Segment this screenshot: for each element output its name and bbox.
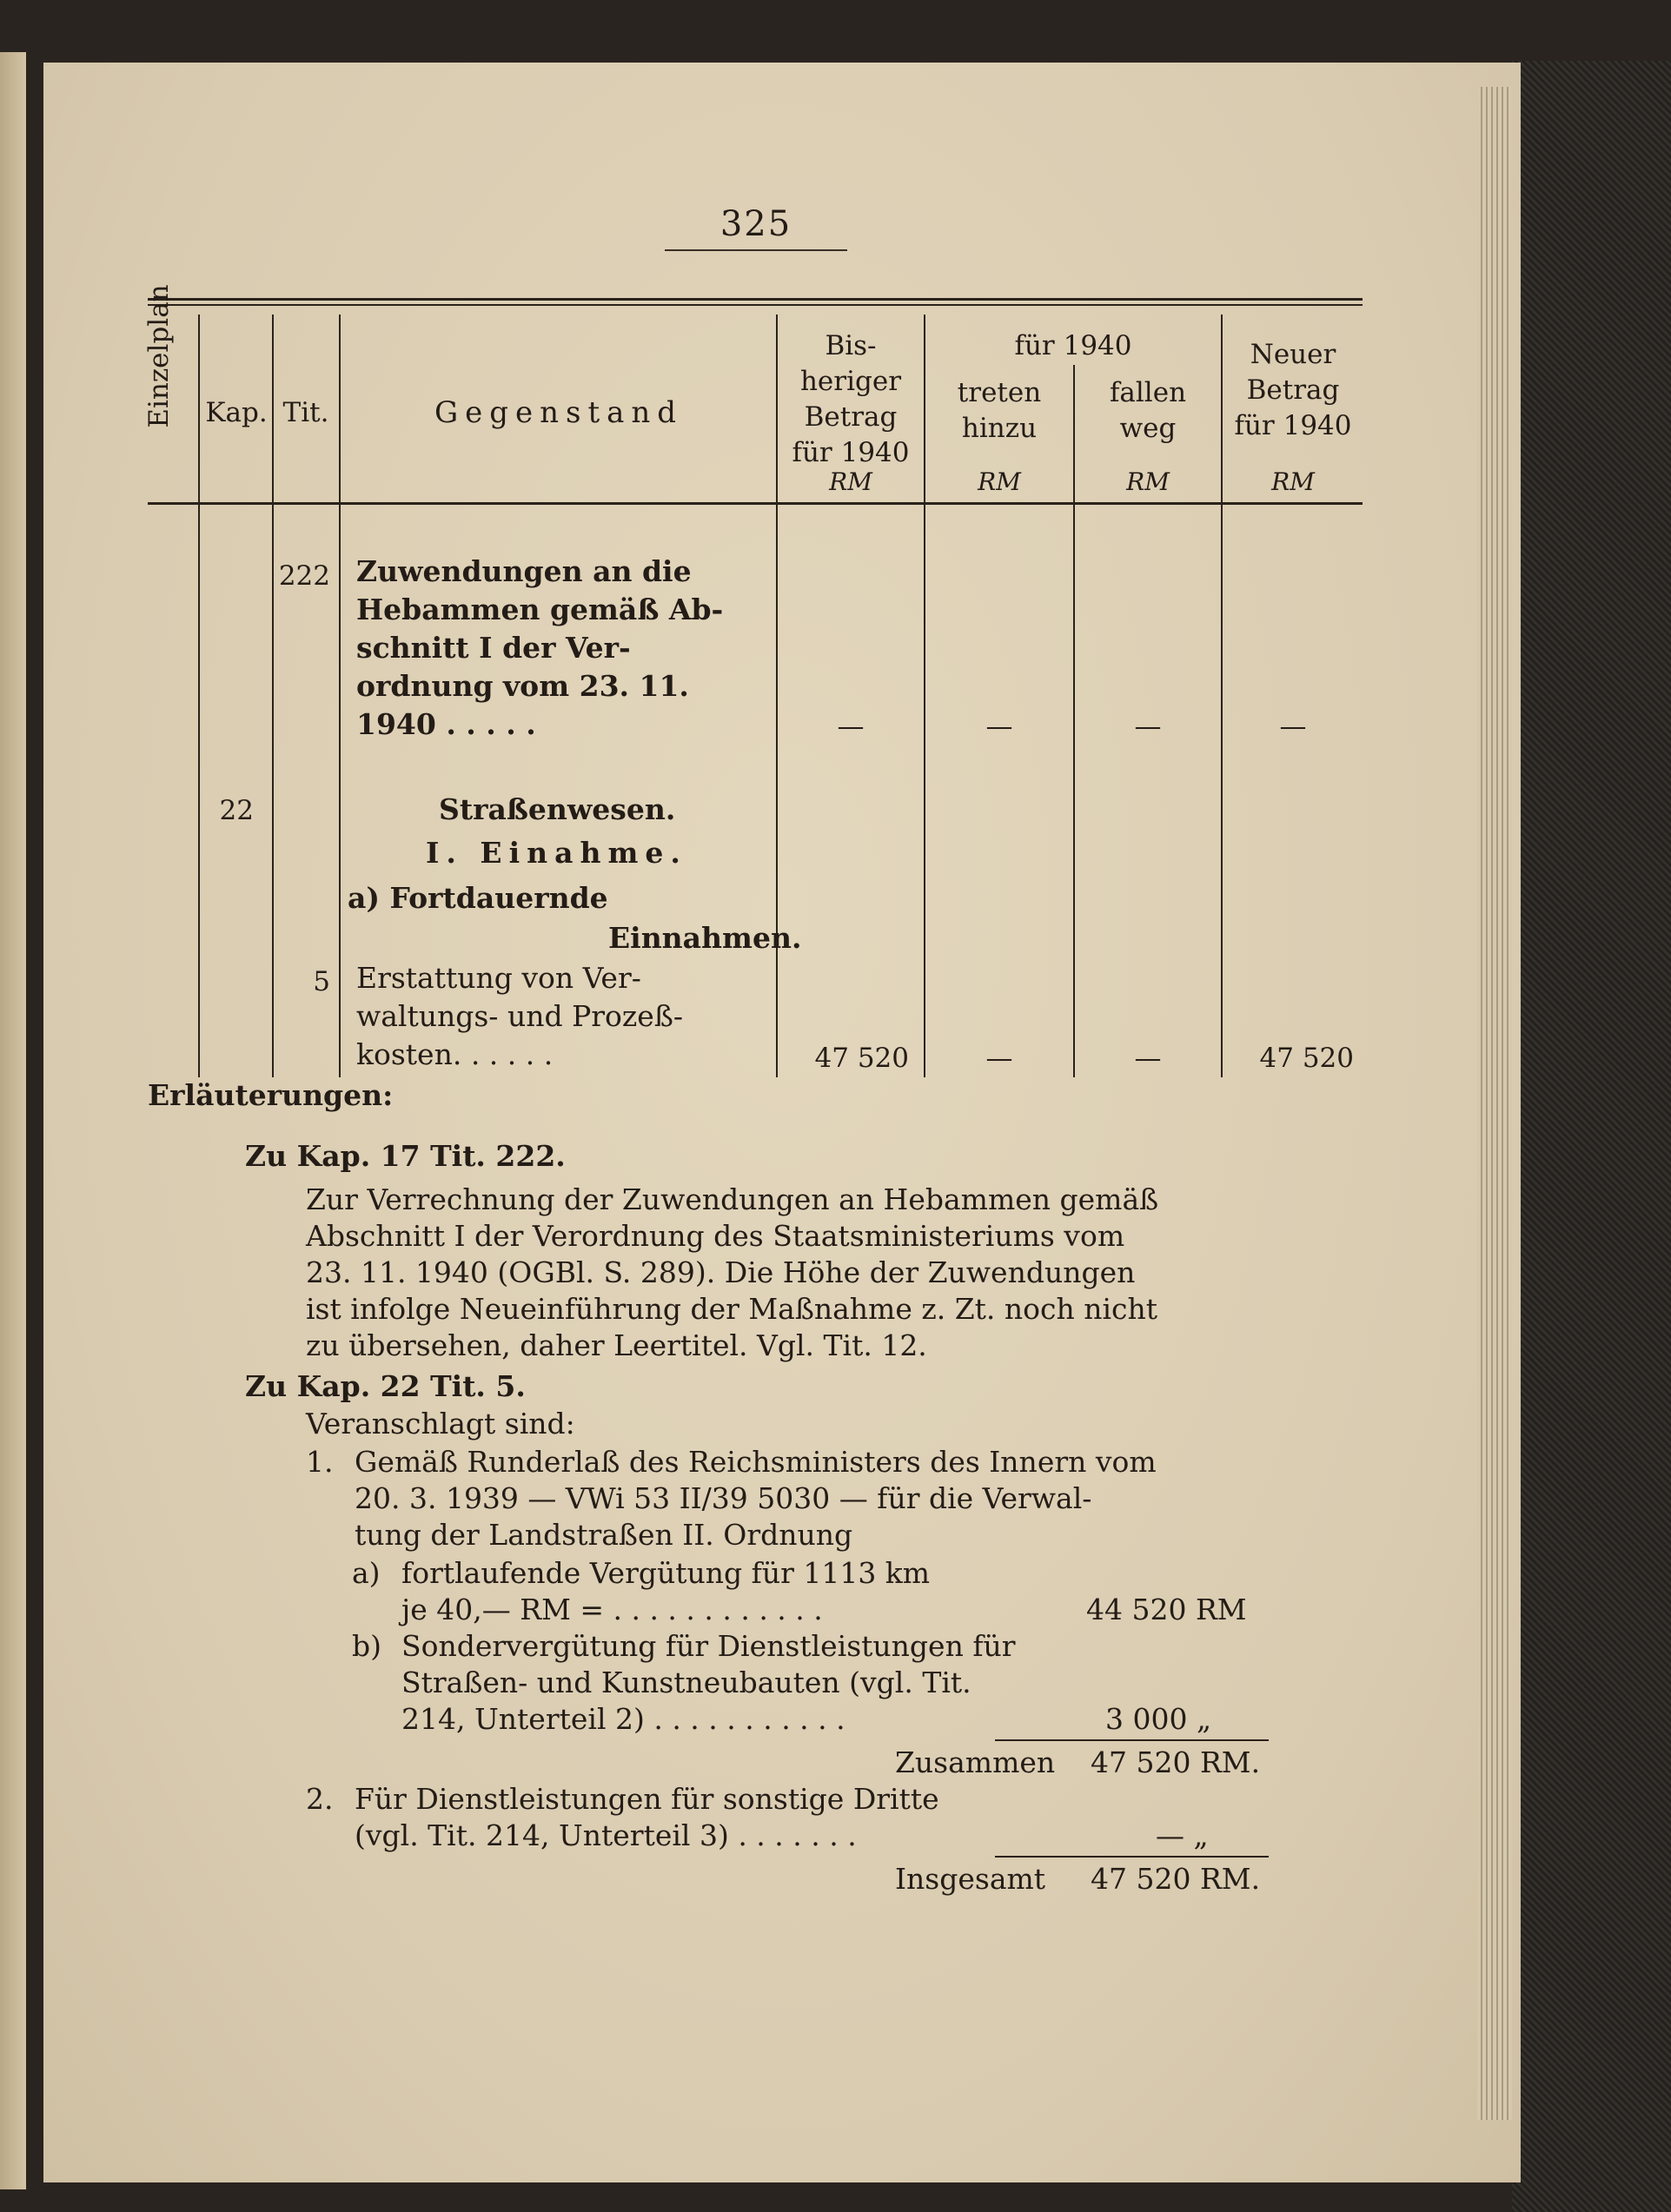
- row-kap: 22: [219, 795, 254, 826]
- table-header-rule: [148, 502, 1363, 505]
- col-rule-6: [1073, 365, 1075, 1077]
- sum-label: Zusammen: [895, 1745, 1056, 1779]
- col-rule-5: [924, 315, 925, 1077]
- unit-neuer: RM: [1271, 467, 1315, 496]
- sum-rule: [995, 1739, 1269, 1741]
- col-rule-7: [1221, 315, 1223, 1077]
- item-1a-label: a): [352, 1556, 381, 1590]
- row-neuer: 47 520: [1259, 1043, 1354, 1074]
- book-binding: [1512, 61, 1671, 2212]
- page-number: 325: [719, 204, 792, 244]
- row-text: Zuwendungen an die Hebammen gemäß Ab- schnitt I der Ver- ordnung vom 23. 11. 1940 . . . . .: [356, 554, 724, 741]
- row-bisheriger: 47 520: [814, 1043, 909, 1074]
- unit-fallen-weg: RM: [1126, 467, 1170, 496]
- col-rule-1: [198, 315, 200, 1077]
- item-2-amount: — „: [1156, 1818, 1209, 1852]
- item-1b-amount: 3 000 „: [1105, 1702, 1212, 1736]
- item-1-label: 1.: [306, 1445, 334, 1479]
- row-treten-hinzu: —: [985, 711, 1013, 742]
- row-tit: 5: [313, 966, 330, 997]
- note-paragraph: Zur Verrechnung der Zuwendungen an Hebammen gemäß Abschnitt I der Verordnung des Staatsministeriums vom 23. 11. 1940 (OGBl. S. 289). Die Höhe der Zuwendungen ist infolge Neueinführung der Maßnahme z. Zt. noch nicht zu übersehen, daher Leertitel. Vgl. Tit. 12.: [306, 1182, 1159, 1362]
- row-text: Erstattung von Ver- waltungs- und Prozeß- kosten. . . . . .: [356, 961, 684, 1071]
- note-intro: Veranschlagt sind:: [306, 1407, 575, 1440]
- col-rule-2: [272, 315, 274, 1077]
- section-subheading: a) Fortdauernde: [348, 881, 608, 915]
- header-tit: Tit.: [282, 397, 329, 428]
- table-top-rule-1: [148, 298, 1363, 301]
- unit-treten-hinzu: RM: [978, 467, 1021, 496]
- total-amount: 47 520 RM.: [1091, 1862, 1261, 1896]
- header-treten-hinzu: treten hinzu: [957, 377, 1042, 444]
- header-kap: Kap.: [205, 397, 268, 428]
- header-fallen-weg: fallen weg: [1109, 377, 1187, 444]
- total-rule: [995, 1856, 1269, 1858]
- left-page-edge: [0, 52, 26, 2189]
- table-top-rule-2: [148, 304, 1363, 306]
- row-fallen-weg: —: [1134, 1043, 1162, 1074]
- header-einzelplan: Einzelplan: [143, 284, 175, 428]
- row-fallen-weg: —: [1134, 711, 1162, 742]
- col-rule-4: [776, 315, 778, 1077]
- unit-bisheriger: RM: [829, 467, 872, 496]
- section-subtitle: I. Einahme.: [426, 836, 687, 870]
- item-1b-label: b): [352, 1629, 381, 1663]
- notes-heading: Erläuterungen:: [148, 1078, 394, 1112]
- item-1b-text: Sondervergütung für Dienstleistungen für Straßen- und Kunstneubauten (vgl. Tit. 214, Unterteil 2) . . . . . . . . . . .: [401, 1629, 1016, 1736]
- col-rule-3: [339, 315, 341, 1077]
- item-1a-text: fortlaufende Vergütung für 1113 km je 40,— RM = . . . . . . . . . . . .: [401, 1556, 931, 1626]
- header-fuer-1940: für 1940: [1014, 330, 1132, 361]
- row-neuer: —: [1279, 711, 1307, 742]
- section-subheading-cont: Einnahmen.: [608, 921, 802, 955]
- sum-amount: 47 520 RM.: [1091, 1745, 1261, 1779]
- item-2-text: Für Dienstleistungen für sonstige Dritte (vgl. Tit. 214, Unterteil 3) . . . . . . .: [355, 1782, 939, 1852]
- header-neuer-betrag: Neuer Betrag für 1940: [1234, 339, 1352, 441]
- item-2-label: 2.: [306, 1782, 334, 1816]
- row-treten-hinzu: —: [985, 1043, 1013, 1074]
- note-title: Zu Kap. 22 Tit. 5.: [245, 1369, 526, 1403]
- item-1a-amount: 44 520 RM: [1086, 1593, 1247, 1626]
- page-number-rule: [665, 249, 847, 251]
- item-1-text: Gemäß Runderlaß des Reichsministers des Innern vom 20. 3. 1939 — VWi 53 II/39 5030 — für die Verwal- tung der Landstraßen II. Ordnung: [355, 1445, 1157, 1552]
- header-bisheriger: Bis- heriger Betrag für 1940: [792, 330, 910, 468]
- section-title: Straßenwesen.: [439, 792, 676, 826]
- header-gegenstand: Gegenstand: [434, 395, 684, 430]
- row-tit: 222: [278, 560, 330, 592]
- row-bisheriger: —: [837, 711, 865, 742]
- note-title: Zu Kap. 17 Tit. 222.: [245, 1139, 566, 1173]
- page-edges: [1477, 87, 1512, 2120]
- total-label: Insgesamt: [895, 1862, 1046, 1896]
